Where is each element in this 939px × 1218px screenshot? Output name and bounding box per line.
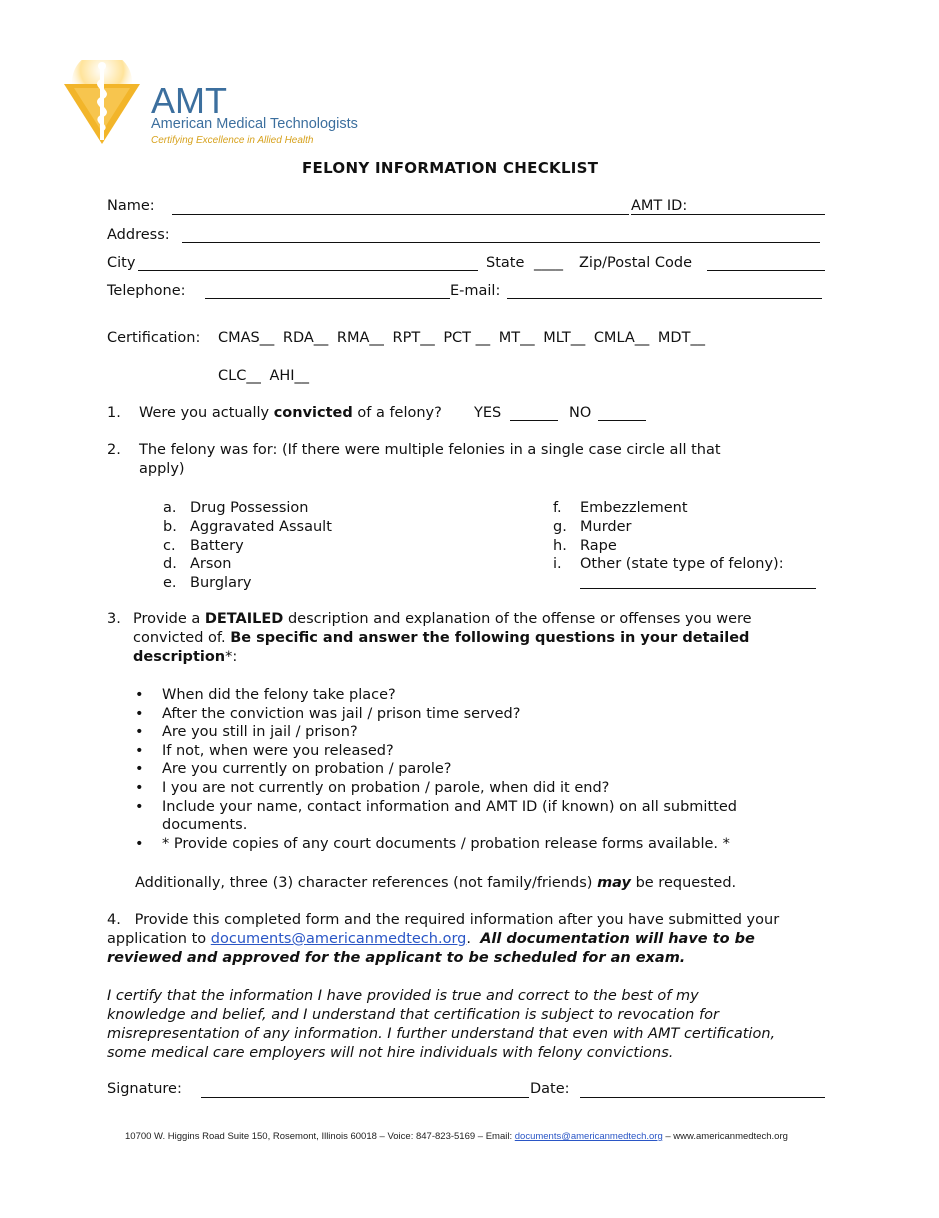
signature-label: Signature: xyxy=(107,1081,182,1097)
list-item: • If not, when were you released? xyxy=(135,742,394,759)
cert-option-mt[interactable]: MT__ xyxy=(498,330,535,346)
q2-option-battery[interactable]: c. Battery xyxy=(163,537,244,554)
list-item: • Are you still in jail / prison? xyxy=(135,724,358,741)
q4-line1: 4. Provide this completed form and the required information after you have submitted your xyxy=(107,912,780,928)
q2-option-drug-possession[interactable]: a. Drug Possession xyxy=(163,500,309,516)
signature-field[interactable] xyxy=(201,1097,529,1098)
email-field[interactable] xyxy=(507,298,822,299)
footer-email-link[interactable]: documents@americanmedtech.org xyxy=(514,1131,663,1142)
certify-statement: I certify that the information I have provided is true and correct to the best of my knowledge and belief, and I understand that certification is subject to revocation for misrepresentation of any information. I further understand that even with AMT certification, some medical care employers will not hire individuals with felony convictions. xyxy=(107,988,776,1061)
q2-number: 2. xyxy=(107,442,121,458)
state-field[interactable]: ____ xyxy=(534,255,563,271)
telephone-label: Telephone: xyxy=(107,283,186,299)
q3-additional-note: Additionally, three (3) character references (not family/friends) may be requested. xyxy=(135,875,737,891)
q3-text-line1: Provide a DETAILED description and explanation of the offense or offenses you were xyxy=(133,611,752,627)
cert-option-cmla[interactable]: CMLA__ xyxy=(593,330,650,346)
list-item: • * Provide copies of any court documents / probation release forms available. * xyxy=(135,835,730,852)
logo-brand: AMT xyxy=(151,80,227,121)
zip-label: Zip/Postal Code xyxy=(579,255,693,271)
q2-option-embezzlement[interactable]: f. Embezzlement xyxy=(553,500,688,516)
list-item: • Are you currently on probation / parole? xyxy=(135,761,452,778)
cert-option-cmas[interactable]: CMAS__ xyxy=(218,330,275,346)
q1-number: 1. xyxy=(107,405,121,421)
q3-bullet-list xyxy=(135,686,737,853)
q2-option-arson[interactable]: d. Arson xyxy=(163,556,232,573)
list-item: documents. xyxy=(162,817,248,834)
cert-option-ahi[interactable]: AHI__ xyxy=(269,368,310,384)
list-item: • After the conviction was jail / prison time served? xyxy=(135,705,521,722)
q2-option-murder[interactable]: g. Murder xyxy=(553,518,632,535)
certification-options-row2 xyxy=(218,368,309,384)
city-field[interactable] xyxy=(138,270,478,271)
list-item: • Include your name, contact information and AMT ID (if known) on all submitted xyxy=(135,798,737,815)
zip-field[interactable] xyxy=(707,270,825,271)
name-label: Name: xyxy=(107,198,155,214)
q2-option-burglary[interactable]: e. Burglary xyxy=(163,575,252,592)
date-label: Date: xyxy=(530,1081,570,1097)
logo-org-name: American Medical Technologists xyxy=(151,116,358,132)
footer-contact: 10700 W. Higgins Road Suite 150, Rosemont, Illinois 60018 – Voice: 847-823-5169 – Email: documents@americanmedtech.org – www.americanmedtech.org xyxy=(125,1131,788,1142)
q2-option-aggravated-assault[interactable]: b. Aggravated Assault xyxy=(163,518,332,535)
q2-text-line2: apply) xyxy=(139,461,185,477)
q2-options-left xyxy=(163,499,332,593)
cert-option-pct[interactable]: PCT __ xyxy=(443,330,491,346)
name-field[interactable] xyxy=(172,214,629,215)
state-label: State xyxy=(486,255,525,271)
q1-no-field[interactable] xyxy=(598,420,646,421)
cert-option-mdt[interactable]: MDT__ xyxy=(657,330,705,346)
certification-label: Certification: xyxy=(107,330,201,346)
q3-number: 3. xyxy=(107,611,121,627)
q3-text-line3: description*: xyxy=(133,649,238,665)
q1-no-label: NO xyxy=(569,405,592,421)
cert-option-clc[interactable]: CLC__ xyxy=(218,368,261,384)
q2-option-rape[interactable]: h. Rape xyxy=(553,537,617,554)
city-label: City xyxy=(107,255,136,271)
q1-yes-label: YES xyxy=(474,405,502,421)
amt-id-label: AMT ID: xyxy=(631,198,688,214)
amt-caduceus-logo-icon xyxy=(60,60,144,146)
address-field[interactable] xyxy=(182,242,820,243)
list-item: • I you are not currently on probation / parole, when did it end? xyxy=(135,779,610,796)
q4-line2: application to documents@americanmedtech.org. All documentation will have to be xyxy=(107,931,755,947)
address-label: Address: xyxy=(107,227,170,243)
cert-option-rma[interactable]: RMA__ xyxy=(336,330,384,346)
q2-text-line1: The felony was for: (If there were multiple felonies in a single case circle all that xyxy=(139,442,721,458)
q2-option-other[interactable]: i. Other (state type of felony): xyxy=(553,556,784,573)
amt-id-field[interactable] xyxy=(631,214,825,215)
q3-text-line2: convicted of. Be specific and answer the following questions in your detailed xyxy=(133,630,750,646)
q2-other-field[interactable] xyxy=(580,588,816,589)
certification-options-row1 xyxy=(218,330,705,346)
logo-tagline: Certifying Excellence in Allied Health xyxy=(151,135,314,146)
cert-option-mlt[interactable]: MLT__ xyxy=(543,330,586,346)
documents-email-link[interactable]: documents@americanmedtech.org xyxy=(210,931,467,947)
q4-line3: reviewed and approved for the applicant to be scheduled for an exam. xyxy=(107,950,686,966)
q1-yes-field[interactable] xyxy=(510,420,558,421)
telephone-field[interactable] xyxy=(205,298,450,299)
email-label: E-mail: xyxy=(450,283,501,299)
date-field[interactable] xyxy=(580,1097,825,1098)
cert-option-rpt[interactable]: RPT__ xyxy=(392,330,435,346)
page-title: FELONY INFORMATION CHECKLIST xyxy=(302,159,599,177)
q1-text: Were you actually convicted of a felony? xyxy=(139,405,442,421)
q2-options-right xyxy=(553,499,784,574)
cert-option-rda[interactable]: RDA__ xyxy=(282,330,329,346)
list-item: • When did the felony take place? xyxy=(135,687,396,703)
